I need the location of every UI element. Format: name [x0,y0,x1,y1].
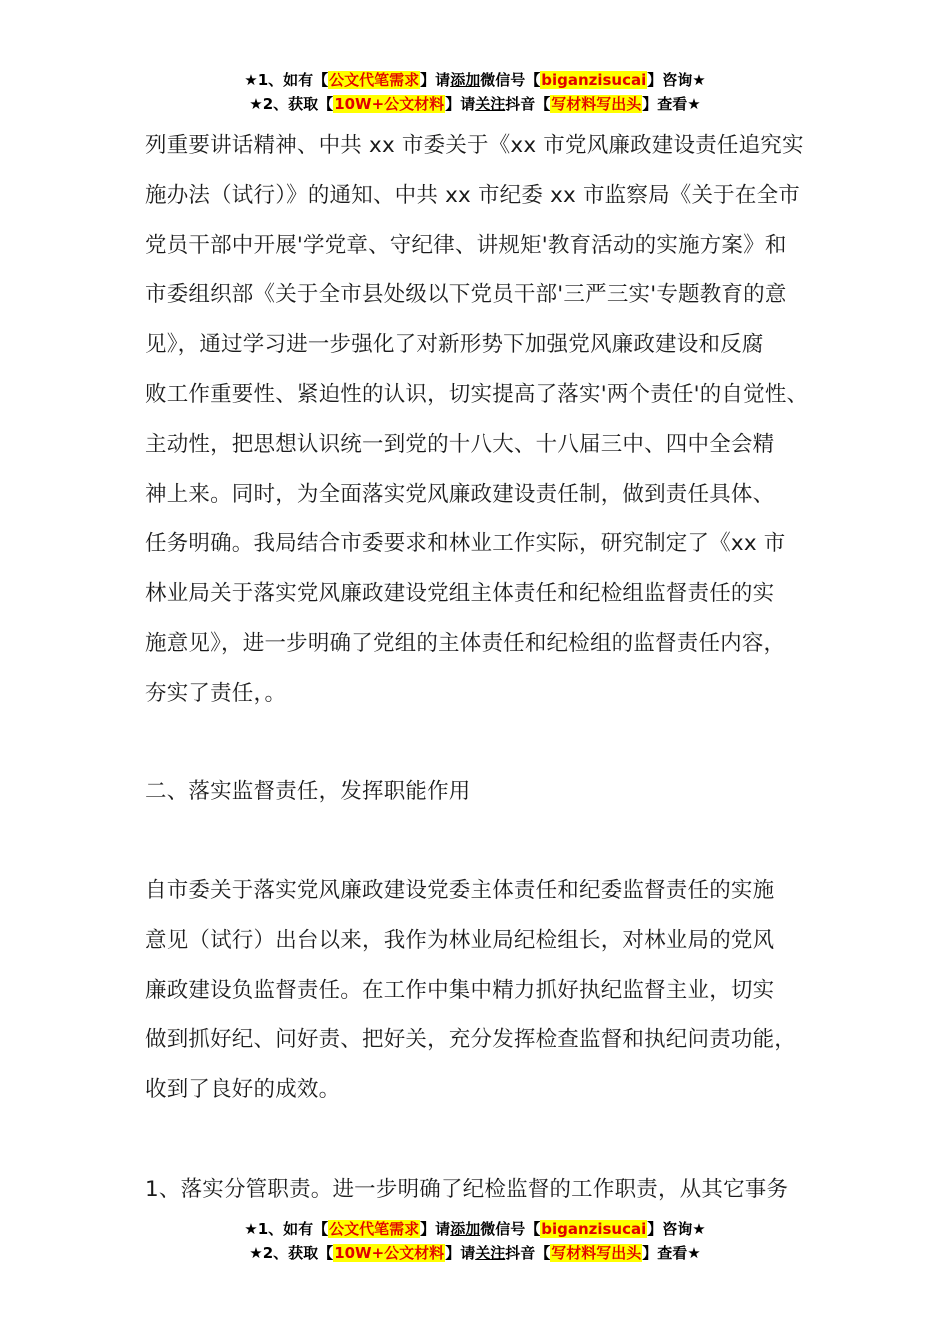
text-line: 收到了良好的成效。 [145,1077,341,1103]
text-line: 主动性，把思想认识统一到党的十八大、十八届三中、四中全会精 [145,431,775,457]
text-line: 任务明确。我局结合市委要求和林业工作实际，研究制定了《xx 市 [145,531,786,557]
text-line: 党员干部中开展'学党章、守纪律、讲规矩'教育活动的实施方案》和 [145,232,787,258]
banner-text: 】查看★ [642,95,701,113]
banner-text: 】请 [445,1244,476,1262]
section-heading-text: 二、落实监督责任，发挥职能作用 [145,779,471,804]
banner-text: 抖音【 [505,95,551,113]
banner-highlight: 10W+公文材料 [334,95,445,113]
text-line: 自市委关于落实党风廉政建设党委主体责任和纪委监督责任的实施 [145,878,775,903]
banner-text: 】请 [420,1220,451,1238]
banner-underlined: 关注 [475,95,506,113]
banner-underlined: 添加 [450,71,481,89]
paragraph-1 [145,121,835,719]
banner-text: 微信号【 [480,71,541,89]
banner-highlight: 10W+公文材料 [334,1244,445,1262]
text-line: 林业局关于落实党风廉政建设党组主体责任和纪检组监督责任的实 [145,581,775,607]
text-line: 神上来。同时，为全面落实党风廉政建设责任制，做到责任具体、 [145,481,775,507]
text-line: 见》，通过学习进一步强化了对新形势下加强党风廉政建设和反腐 [145,332,764,358]
banner-underlined: 添加 [450,1220,481,1238]
top-banner [0,68,950,116]
text-line: 做到抓好纪、问好责、把好关，充分发挥检查监督和执纪问责功能， [145,1027,797,1053]
banner-highlight: 公文代笔需求 [329,1220,420,1238]
banner-text: 微信号【 [480,1220,541,1238]
banner-text: 】咨询★ [647,71,706,89]
text-line: 夯实了责任，。 [145,680,287,706]
banner-text: 】咨询★ [647,1220,706,1238]
text-line: 列重要讲话精神、中共 xx 市委关于《xx 市党风廉政建设责任追究实 [145,133,804,158]
text-line: 廉政建设负监督责任。在工作中集中精力抓好执纪监督主业，切实 [145,977,775,1003]
banner-text: ★1、如有【 [244,1220,329,1238]
text-line: 施意见》，进一步明确了党组的主体责任和纪检组的监督责任内容， [145,630,786,656]
banner-text: 】查看★ [642,1244,701,1262]
banner-text: ★2、获取【 [249,1244,334,1262]
text-line: 1、落实分管职责。进一步明确了纪检监督的工作职责，从其它事务 [145,1177,789,1202]
text-line: 败工作重要性、紧迫性的认识，切实提高了落实'两个责任'的自觉性、 [145,381,809,407]
banner-line-2 [0,92,950,116]
text-line: 施办法（试行）》的通知、中共 xx 市纪委 xx 市监察局《关于在全市 [145,182,800,208]
banner-highlight: 写材料写出头 [551,1244,642,1262]
banner-text: 】请 [445,95,476,113]
banner-text: 抖音【 [505,1244,551,1262]
banner-text: ★2、获取【 [249,95,334,113]
paragraph-2 [145,866,835,1115]
banner-highlight: 公文代笔需求 [329,71,420,89]
banner-line-1 [0,1217,950,1241]
paragraph-3 [145,1165,835,1215]
text-line: 市委组织部《关于全市县处级以下党员干部'三严三实'专题教育的意 [145,282,787,308]
banner-text: ★1、如有【 [244,71,329,89]
section-heading [145,767,835,817]
bottom-banner [0,1217,950,1265]
banner-highlight: biganzisucai [541,1220,647,1238]
banner-text: 】请 [420,71,451,89]
banner-line-1 [0,68,950,92]
banner-highlight: 写材料写出头 [551,95,642,113]
banner-line-2 [0,1241,950,1265]
banner-highlight: biganzisucai [541,71,647,89]
banner-underlined: 关注 [475,1244,506,1262]
text-line: 意见（试行）出台以来，我作为林业局纪检组长，对林业局的党风 [145,927,775,953]
